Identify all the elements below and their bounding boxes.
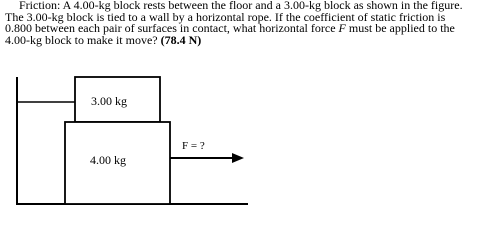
problem-line-4-text: 4.00-kg block to make it move? — [5, 32, 161, 47]
top-block-label: 3.00 kg — [91, 94, 127, 108]
problem-line-1: Friction: A 4.00-kg block rests between the floor and a 3.00-kg block as shown in the figure. — [19, 0, 463, 12]
force-label: F = ? — [182, 140, 205, 152]
answer-text: (78.4 N) — [160, 32, 202, 47]
force-arrow-head — [232, 153, 244, 163]
problem-line-3: 0.800 between each pair of surfaces in contact, what horizontal force F must be applied to the — [5, 21, 455, 35]
problem-line-2: The 3.00-kg block is tied to a wall by a horizontal rope. If the coefficient of static friction is — [5, 9, 446, 24]
bottom-block-label: 4.00 kg — [90, 153, 126, 167]
